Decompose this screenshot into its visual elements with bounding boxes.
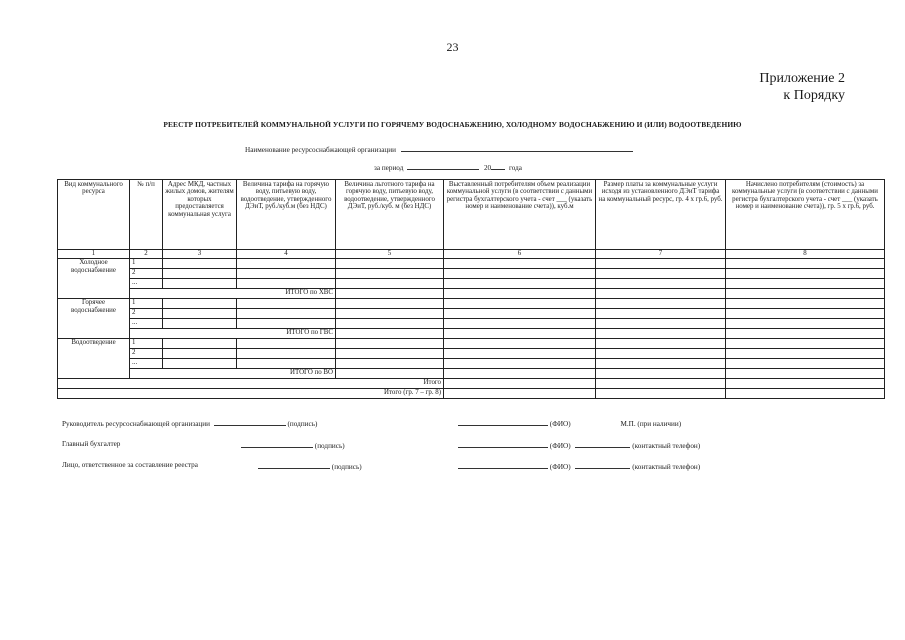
cell	[596, 299, 726, 309]
header-resource-type: Вид коммунального ресурса	[58, 180, 130, 250]
cell	[444, 279, 596, 289]
grand-total-label: Итого	[58, 379, 444, 389]
cell	[726, 339, 885, 349]
cell	[163, 359, 237, 369]
cell	[444, 369, 596, 379]
cell	[237, 349, 336, 359]
phone-blank	[575, 461, 630, 469]
cell	[726, 349, 885, 359]
cell	[726, 319, 885, 329]
registry-table	[57, 179, 885, 399]
cell	[444, 329, 596, 339]
cell	[336, 339, 444, 349]
column-number: 1	[58, 250, 130, 259]
period-label: за период	[374, 164, 404, 172]
appendix-line-1: Приложение 2	[759, 71, 845, 86]
signature-chief-accountant	[62, 440, 120, 448]
signature-role: Лицо, ответственное за составление реестра	[62, 461, 198, 469]
cell	[444, 349, 596, 359]
row-number: 2	[130, 269, 163, 279]
cell	[596, 319, 726, 329]
cell	[237, 319, 336, 329]
appendix-heading	[759, 70, 845, 104]
cell	[726, 299, 885, 309]
stamp-caption: М.П. (при наличии)	[620, 420, 682, 428]
header-payment: Размер платы за коммунальные услуги исходя из установленного ДЭиТ тарифа на коммунальный ресурс, гр. 4 x гр.6, руб.	[596, 180, 726, 250]
grand-total-difference-row	[58, 389, 885, 399]
cell	[444, 299, 596, 309]
cell	[444, 259, 596, 269]
table-row	[58, 259, 885, 269]
cell	[596, 289, 726, 299]
column-number: 5	[336, 250, 444, 259]
header-accrued: Начислено потребителям (стоимость) за коммунальные услуги (в соответствии с данными регистра бухгалтерского учета - счет ___ (указать номер и наименование счета)), гр. 5 x гр.6, руб.	[726, 180, 885, 250]
column-number-row	[58, 250, 885, 259]
cell	[726, 359, 885, 369]
phone-blank	[575, 440, 630, 448]
document-title: РЕЕСТР ПОТРЕБИТЕЛЕЙ КОММУНАЛЬНОЙ УСЛУГИ ПО ГОРЯЧЕМУ ВОДОСНАБЖЕНИЮ, ХОЛОДНОМУ ВОДОСНАБЖЕНИЮ И (ИЛИ) ВОДООТВЕДЕНИЮ	[163, 120, 742, 129]
cell	[444, 309, 596, 319]
signature-director	[62, 418, 317, 428]
table-row	[58, 339, 885, 349]
cell	[596, 329, 726, 339]
appendix-line-2: к Порядку	[783, 88, 845, 103]
cell	[163, 259, 237, 269]
org-name-label: Наименование ресурсоснабжающей организации	[245, 146, 396, 154]
cell	[336, 259, 444, 269]
cell	[596, 369, 726, 379]
org-name-blank	[401, 144, 633, 152]
cell	[237, 359, 336, 369]
signature-blank	[258, 461, 330, 469]
cell	[444, 389, 596, 399]
signature-responsible-person-sign	[258, 461, 362, 471]
cell	[336, 289, 444, 299]
signature-sign-caption: (подпись)	[314, 442, 345, 450]
org-name-line	[245, 144, 633, 154]
phone-caption: (контактный телефон)	[632, 442, 701, 450]
cell	[596, 339, 726, 349]
cell	[596, 259, 726, 269]
column-number: 6	[444, 250, 596, 259]
cell	[336, 359, 444, 369]
signature-director-name	[458, 418, 681, 428]
signature-blank	[241, 440, 313, 448]
header-tariff: Величина тарифа на горячую воду, питьевую воду, водоотведение, утвержденного ДЭиТ, руб./куб.м (без НДС)	[237, 180, 336, 250]
subtotal-label: ИТОГО по ВО	[130, 369, 336, 379]
group-name-hot-water: Горячее водоснабжение	[58, 299, 130, 339]
row-number: ...	[130, 319, 163, 329]
cell	[237, 269, 336, 279]
cell	[163, 349, 237, 359]
cell	[336, 319, 444, 329]
signature-chief-accountant-sign	[241, 440, 345, 450]
signature-sign-caption: (подпись)	[331, 463, 362, 471]
group-name-sewerage: Водоотведение	[58, 339, 130, 379]
column-number: 4	[237, 250, 336, 259]
cell	[596, 359, 726, 369]
cell	[444, 339, 596, 349]
row-number: 1	[130, 259, 163, 269]
column-number: 2	[130, 250, 163, 259]
period-year-blank	[491, 162, 505, 170]
cell	[163, 269, 237, 279]
cell	[163, 299, 237, 309]
column-number: 7	[596, 250, 726, 259]
cell	[163, 279, 237, 289]
signature-chief-accountant-name	[458, 440, 700, 450]
cell	[336, 369, 444, 379]
cell	[726, 269, 885, 279]
header-row	[58, 180, 885, 250]
signature-name-caption: (ФИО)	[549, 442, 571, 450]
cell	[596, 309, 726, 319]
cell	[163, 309, 237, 319]
page-number: 23	[446, 40, 459, 54]
cell	[237, 299, 336, 309]
header-volume: Выставленный потребителям объем реализации коммунальной услуги (в соответствии с данными регистра бухгалтерского учета - счет ___ (указать номер и наименование счета)), куб.м	[444, 180, 596, 250]
cell	[237, 339, 336, 349]
header-number: № п/п	[130, 180, 163, 250]
row-number: ...	[130, 359, 163, 369]
cell	[596, 279, 726, 289]
cell	[163, 339, 237, 349]
cell	[726, 259, 885, 269]
table-row	[58, 359, 885, 369]
name-blank	[458, 418, 548, 426]
cell	[726, 369, 885, 379]
cell	[336, 299, 444, 309]
signature-sign-caption: (подпись)	[287, 420, 318, 428]
cell	[596, 379, 726, 389]
period-blank	[407, 162, 479, 170]
column-number: 3	[163, 250, 237, 259]
header-address: Адрес МКД, частных жилых домов, жителям которых предоставляется коммунальная услуга	[163, 180, 237, 250]
cell	[726, 279, 885, 289]
cell	[163, 319, 237, 329]
cell	[336, 309, 444, 319]
phone-caption: (контактный телефон)	[632, 463, 701, 471]
cell	[336, 279, 444, 289]
name-blank	[458, 461, 548, 469]
group-name-cold-water: Холодное водоснабжение	[58, 259, 130, 299]
grand-total-formula-label: Итого (гр. 7 – гр. 8)	[58, 389, 444, 399]
period-line	[374, 162, 522, 172]
row-number: 1	[130, 299, 163, 309]
cell	[596, 269, 726, 279]
cell	[726, 379, 885, 389]
cell	[336, 349, 444, 359]
table-row	[58, 269, 885, 279]
cell	[237, 309, 336, 319]
cell	[596, 389, 726, 399]
table-row	[58, 299, 885, 309]
table-row	[58, 349, 885, 359]
cell	[444, 319, 596, 329]
row-number: ...	[130, 279, 163, 289]
cell	[444, 379, 596, 389]
table-row	[58, 279, 885, 289]
subtotal-row-hot-water	[58, 329, 885, 339]
row-number: 1	[130, 339, 163, 349]
cell	[726, 289, 885, 299]
column-number: 8	[726, 250, 885, 259]
signature-role: Руководитель ресурсоснабжающей организации	[62, 420, 210, 428]
cell	[726, 389, 885, 399]
signature-name-caption: (ФИО)	[549, 463, 571, 471]
grand-total-row	[58, 379, 885, 389]
table-row	[58, 309, 885, 319]
signature-responsible-person-name	[458, 461, 700, 471]
signature-blank	[214, 418, 286, 426]
cell	[726, 329, 885, 339]
signature-responsible-person	[62, 461, 198, 469]
cell	[596, 349, 726, 359]
subtotal-row-sewerage	[58, 369, 885, 379]
cell	[237, 279, 336, 289]
cell	[444, 269, 596, 279]
period-year-prefix: 20	[483, 164, 492, 172]
row-number: 2	[130, 309, 163, 319]
signature-name-caption: (ФИО)	[549, 420, 571, 428]
name-blank	[458, 440, 548, 448]
subtotal-label: ИТОГО по ГВС	[130, 329, 336, 339]
header-preferential-tariff: Величина льготного тарифа на горячую воду, питьевую воду, водоотведение, утвержденного ДЭиТ, руб./куб. м (без НДС)	[336, 180, 444, 250]
cell	[726, 309, 885, 319]
table-row	[58, 319, 885, 329]
cell	[237, 259, 336, 269]
subtotal-label: ИТОГО по ХВС	[130, 289, 336, 299]
period-year-suffix: года	[508, 164, 522, 172]
subtotal-row-cold-water	[58, 289, 885, 299]
row-number: 2	[130, 349, 163, 359]
signature-role: Главный бухгалтер	[62, 440, 121, 448]
cell	[444, 289, 596, 299]
cell	[336, 329, 444, 339]
cell	[336, 269, 444, 279]
cell	[444, 359, 596, 369]
